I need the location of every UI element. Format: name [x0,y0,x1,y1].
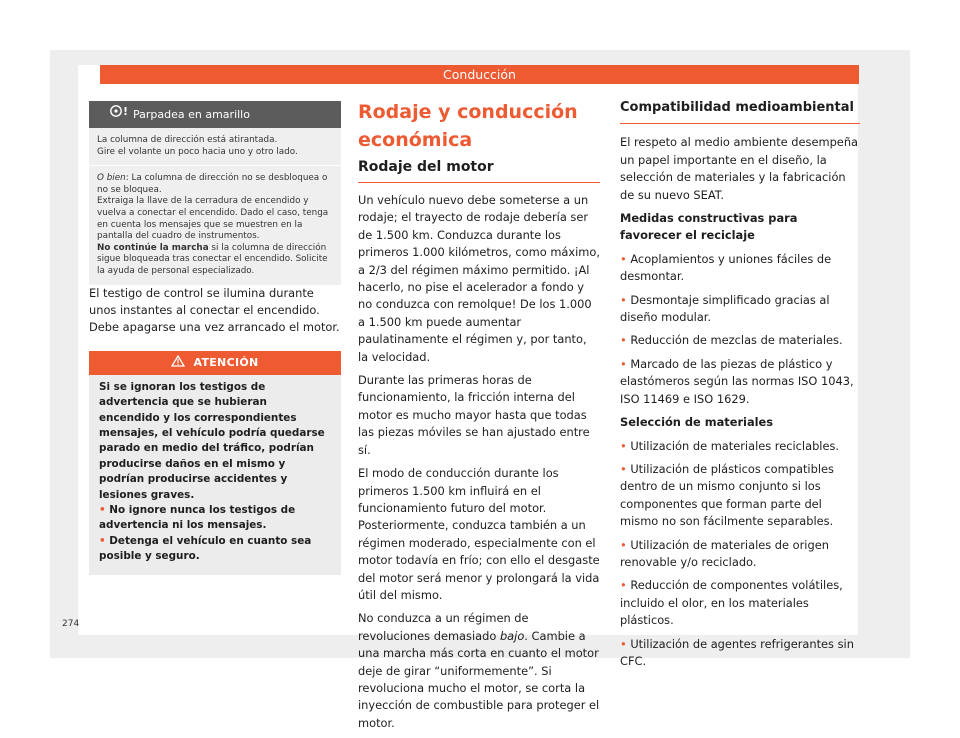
attention-bullet [99,503,331,534]
list-item [620,577,860,629]
row2-emphasis: O bien [97,173,126,184]
list-item-text: Utilización de plásticos compatibles dentro de un mismo conjunto si los componentes que forman parte del mismo no son fácilmente separables. [620,461,834,529]
list-item-text: Utilización de materiales de origen renovable y/o reciclado. [620,537,829,569]
subheading: Medidas constructivas para favorecer el reciclaje [620,211,798,243]
control-light-paragraph: El testigo de control se ilumina durante unos instantes al conectar el encendido. Debe apagarse una vez arrancado el motor. [89,285,340,335]
list-item [620,292,860,327]
bullet-icon: • [620,578,631,593]
bullet-icon: • [620,537,631,552]
steering-lock-icon [109,104,133,124]
bullet-icon: • [620,438,631,453]
paragraph: Durante las primeras horas de funcionamiento, la fricción interna del motor es mucho mayor hasta que todas las piezas móviles se han ajustado entre sí. [358,373,590,457]
row2-text: : La columna de dirección no se desbloquea o no se bloquea. Extraiga la llave de la cerradura de encendido y vuelva a conectar el encendido. Dado el caso, tenga en cuenta los mensajes que se muestren en la pantalla del cuadro de instrumentos. [97,173,329,242]
list-item [620,332,860,349]
attention-body [89,375,341,565]
bullet-icon: • [620,333,631,348]
attention-box [89,351,341,575]
bullet-icon: • [99,504,110,516]
row2-bold: No continúe la marcha [97,242,209,253]
row2-tail: si la columna de dirección sigue bloqueada tras conectar el encendido. Solicite la ayuda de personal especializado. [97,242,328,276]
attention-text: Si se ignoran los testigos de advertencia que se hubieran encendido y los correspondientes mensajes, el vehículo podría quedarse parado en medio del tráfico, podrían producirse daños en el mismo y podrían producirse accidentes y lesiones graves. [99,380,325,501]
attention-header [89,351,341,375]
paragraph: El modo de conducción durante los primeros 1.500 km influirá en el funcionamiento futuro del motor. Posteriormente, conduzca también a un régimen moderado, especialmente con el motor todavía en frío; con ello el desgaste del motor será menor y prolongará la vida útil del mismo. [358,466,600,602]
list-item-text: Utilización de agentes refrigerantes sin CFC. [620,636,854,668]
bullet-icon: • [620,292,631,307]
subsection-title: Rodaje del motor [358,158,600,183]
section-title: Compatibilidad medioambiental [620,99,860,124]
paragraph-part: . Cambie a una marcha más corta en cuanto el motor deje de girar “uniformemente”. Si revoluciona mucho el motor, se corta la inyección de combustible para proteger el motor. [358,628,600,730]
list-item [620,356,860,408]
warning-light-table [89,101,341,285]
list-item-text: Utilización de materiales reciclables. [630,438,840,453]
warning-light-header [89,101,341,128]
list-item [620,251,860,286]
column-right [620,101,860,676]
attention-bullet-text: No ignore nunca los testigos de advertencia ni los mensajes. [99,504,296,532]
list-item-text: Acoplamientos y uniones fáciles de desmontar. [620,251,832,284]
bullet-icon: • [99,534,110,547]
paragraph [358,610,600,732]
section-header: Conducción [100,65,859,84]
paragraph-emphasis: bajo [499,628,525,643]
bullet-icon: • [620,356,631,371]
section-title: Rodaje y conducción económica [358,101,578,151]
warning-light-row [89,165,341,284]
warning-light-row [89,128,341,165]
list-item-text: Reducción de mezclas de materiales. [630,333,843,348]
subheading: Selección de materiales [620,415,774,430]
paragraph-part: No conduzca a un régimen de revoluciones demasiado [358,611,529,643]
paragraph: El respeto al medio ambiente desempeña un papel importante en el diseño, la selección de materiales y la fabricación de su nuevo SEAT. [620,135,859,202]
bullet-icon: • [620,636,631,651]
attention-bullet-text: Detenga el vehículo en cuanto sea posible y seguro. [99,534,312,563]
attention-title: ATENCIÓN [193,356,259,370]
row1-text: La columna de dirección está atirantada. Gire el volante un poco hacia uno y otro lado. [97,135,298,157]
list-item-text: Marcado de las piezas de plástico y elastómeros según las normas ISO 1043, ISO 11469 e ISO 1629. [620,356,854,406]
list-item-text: Desmontaje simplificado gracias al diseño modular. [620,292,830,325]
attention-bullet [99,534,331,565]
list-item [620,636,860,671]
svg-text:!: ! [123,105,128,119]
column-middle [358,101,600,738]
column-left [89,101,341,575]
bullet-icon: • [620,461,631,476]
warning-triangle-icon [171,355,185,371]
list-item [620,461,860,531]
page-number: 274 [62,619,80,629]
list-item-text: Reducción de componentes volátiles, incluido el olor, en los materiales plásticos. [620,578,843,628]
paragraph: Un vehículo nuevo debe someterse a un rodaje; el trayecto de rodaje debería ser de 1.500 km. Conduzca durante los primeros 1.000 kilómetros, como máximo, a 2/3 del régimen máximo permitido. ¡Al hacerlo, no pise el acelerador a fondo y no conduzca con remolque! De los 1.000 a 1.500 km puede aumentar paulatinamente el régimen y, por tanto, la velocidad. [358,193,600,364]
bullet-icon: • [620,251,631,266]
list-item [620,537,860,572]
warning-light-title: Parpadea en amarillo [133,107,250,121]
list-item [620,438,860,455]
